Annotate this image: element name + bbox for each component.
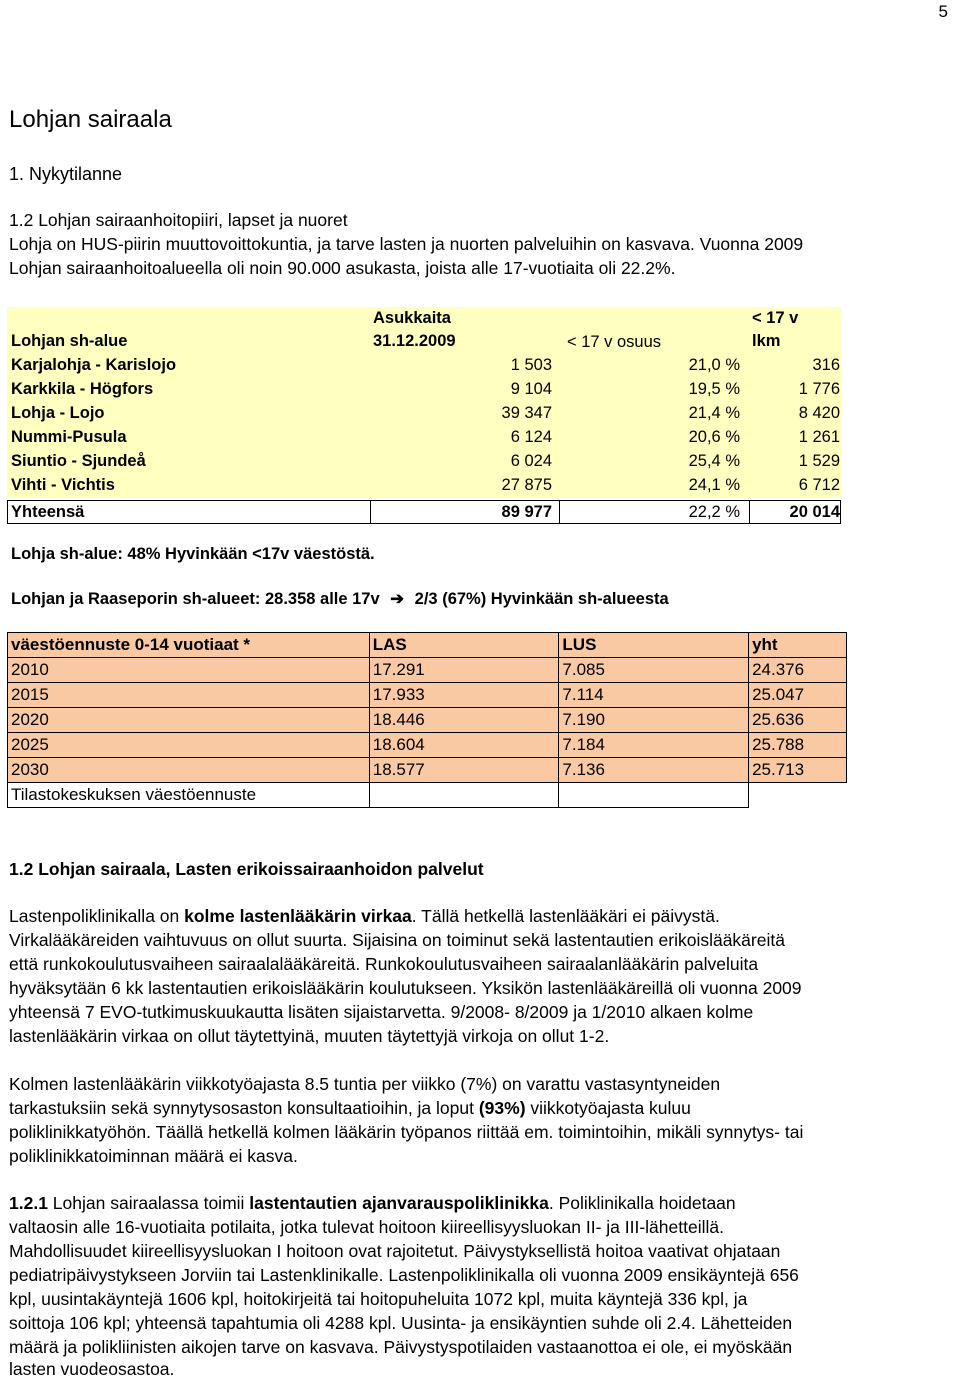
row-area: Karkkila - Högfors (11, 380, 154, 398)
header-cell: yht (749, 633, 847, 658)
source-note: Tilastokeskuksen väestöennuste (8, 783, 370, 808)
subsection-heading: 1.2 Lohjan sairaala, Lasten erikoissairaanhoidon palvelut (9, 859, 484, 879)
cell-las: 18.604 (369, 733, 559, 758)
row-share: 20,6 % (688, 428, 740, 446)
note-regions-result: 2/3 (67%) Hyvinkään sh-alueesta (414, 590, 669, 608)
row-share: 21,0 % (688, 356, 740, 374)
intro-line: Lohjan sairaanhoitoalueella oli noin 90.000 asukasta, joista alle 17-vuotiaita oli 22.2%. (9, 258, 676, 278)
row-share: 24,1 % (688, 476, 740, 494)
table-footer-row (8, 783, 847, 808)
row-pop: 27 875 (501, 476, 552, 494)
cell-las: 17.933 (369, 683, 559, 708)
header-cell: väestöennuste 0-14 vuotiaat * (8, 633, 370, 658)
table-row (8, 708, 847, 733)
row-pop: 6 124 (510, 428, 552, 446)
cell-las: 18.446 (369, 708, 559, 733)
paragraph-line: soittoja 106 kpl; yhteensä tapahtumia oli 4288 kpl. Uusinta- ja ensikäyntien suhde oli 2.4. Lähetteiden (9, 1313, 793, 1333)
row-count: 1 261 (798, 428, 840, 446)
intro-line: Lohja on HUS-piirin muuttovoittokuntia, ja tarve lasten ja nuorten palveluihin on kasvava. Vuonna 2009 (9, 234, 804, 254)
paragraph-line: Mahdollisuudet kiireellisyysluokan I hoitoon ovat rajoitetut. Päivystyksellistä hoitoa vaativat ohjataan (9, 1241, 781, 1261)
row-count: 1 776 (798, 380, 840, 398)
cell-lus: 7.114 (559, 683, 749, 708)
row-pop: 9 104 (510, 380, 552, 398)
divider (370, 501, 371, 523)
empty-cell (749, 783, 847, 808)
row-pop: 6 024 (510, 452, 552, 470)
header-cell: LUS (559, 633, 749, 658)
note-regions (11, 588, 669, 612)
table-row (8, 758, 847, 783)
paragraph-line: Lastenpoliklinikalla on kolme lastenlääkärin virkaa. Tällä hetkellä lastenlääkäri ei päivystä. (9, 906, 720, 926)
divider (749, 501, 750, 523)
empty-cell (369, 783, 559, 808)
row-area: Karjalohja - Karislojo (11, 356, 177, 374)
arrow-right-icon: ➔ (390, 590, 405, 608)
paragraph-line: lastenlääkärin virkaa on ollut täytettyinä, muuten täytettyjä virkoja on ollut 1-2. (9, 1026, 610, 1046)
row-area: Siuntio - Sjundeå (11, 452, 146, 470)
cell-year: 2020 (8, 708, 370, 733)
row-share: 25,4 % (688, 452, 740, 470)
cell-total: 25.788 (749, 733, 847, 758)
population-table (0, 0, 960, 540)
row-pop: 1 503 (510, 356, 552, 374)
row-area: Vihti - Vichtis (11, 476, 115, 494)
paragraph-line: poliklinikkatoiminnan määrä ei kasva. (9, 1146, 298, 1166)
cell-las: 17.291 (369, 658, 559, 683)
total-pop: 89 977 (501, 503, 552, 521)
note-regions-text: Lohjan ja Raaseporin sh-alueet: 28.358 alle 17v (11, 590, 380, 608)
row-area: Lohja - Lojo (11, 404, 105, 422)
row-share: 19,5 % (688, 380, 740, 398)
cell-total: 24.376 (749, 658, 847, 683)
cell-lus: 7.184 (559, 733, 749, 758)
divider (559, 501, 560, 523)
cell-total: 25.047 (749, 683, 847, 708)
row-count: 6 712 (798, 476, 840, 494)
empty-cell (559, 783, 749, 808)
paragraph-line: kpl, uusintakäyntejä 1606 kpl, hoitokirjeitä tai hoitopuheluita 1072 kpl, muita käyntejä 336 kpl, ja (9, 1289, 748, 1309)
total-count: 20 014 (789, 503, 840, 521)
paragraph-line: poliklinikkatyöhön. Täällä hetkellä kolmen lääkärin työpanos riittää em. toimintoihin, mikäli synnytys- tai (9, 1122, 804, 1142)
paragraph-line: 1.2.1 Lohjan sairaalassa toimii lastentautien ajanvarauspoliklinikka. Poliklinikalla hoidetaan (9, 1193, 736, 1213)
section-heading: 1. Nykytilanne (9, 164, 123, 184)
cell-year: 2025 (8, 733, 370, 758)
table-row (8, 683, 847, 708)
cell-year: 2010 (8, 658, 370, 683)
cell-lus: 7.136 (559, 758, 749, 783)
cell-las: 18.577 (369, 758, 559, 783)
paragraph-line: hyväksytään 6 kk lastentautien erikoislääkärin koulutukseen. Yksikön lastenlääkäreillä oli vuonna 2009 (9, 978, 802, 998)
table-header-row (8, 633, 847, 658)
header-cell: LAS (369, 633, 559, 658)
paragraph-line: valtaosin alle 16-vuotiaita potilaita, jotka tulevat hoitoon kiireellisyysluokan II- ja III-lähetteillä. (9, 1217, 724, 1237)
total-share: 22,2 % (688, 503, 740, 521)
header-population: Asukkaita (373, 309, 451, 327)
header-count: < 17 v (752, 309, 799, 327)
row-count: 316 (812, 356, 840, 374)
paragraph-line: että runkokoulutusvaiheen sairaalalääkäreitä. Runkokoulutusvaiheen sairaalanlääkärin palveluita (9, 954, 759, 974)
paragraph-line: lasten vuodeosastoa. (9, 1359, 175, 1379)
paragraph-line: yhteensä 7 EVO-tutkimuskuukautta lisäten sijaistarvetta. 9/2008- 8/2009 ja 1/2010 alkaen kolme (9, 1002, 754, 1022)
cell-year: 2030 (8, 758, 370, 783)
paragraph-line: tarkastuksiin sekä synnytysosaston konsultaatioihin, ja loput (93%) viikkotyöajasta kuluu (9, 1098, 691, 1118)
paragraph-line: pediatripäivystykseen Jorviin tai Lastenklinikalle. Lastenpoliklinikalla oli vuonna 2009 ensikäyntejä 656 (9, 1265, 799, 1285)
row-count: 8 420 (798, 404, 840, 422)
paragraph-line: Virkalääkäreiden vaihtuvuus on ollut suurta. Sijaisina on toiminut sekä lastentautien erikoislääkäreitä (9, 930, 785, 950)
header-population-date: 31.12.2009 (373, 332, 456, 350)
header-area: Lohjan sh-alue (11, 332, 128, 350)
cell-total: 25.713 (749, 758, 847, 783)
table-row (8, 733, 847, 758)
total-area: Yhteensä (11, 503, 85, 521)
row-share: 21,4 % (688, 404, 740, 422)
subsection-heading: 1.2 Lohjan sairaanhoitopiiri, lapset ja nuoret (9, 210, 348, 230)
paragraph-line: Kolmen lastenlääkärin viikkotyöajasta 8.5 tuntia per viikko (7%) on varattu vastasyntyneiden (9, 1074, 721, 1094)
page-number: 5 (938, 2, 948, 21)
cell-total: 25.636 (749, 708, 847, 733)
paragraph-line: määrä ja polikliinisten aikojen tarve on kasvava. Päivystyspotilaiden vastaanottoa ei ole, ei myöskään (9, 1337, 793, 1357)
row-area: Nummi-Pusula (11, 428, 127, 446)
page-title: Lohjan sairaala (9, 106, 172, 133)
cell-lus: 7.085 (559, 658, 749, 683)
table-row (8, 658, 847, 683)
row-count: 1 529 (798, 452, 840, 470)
header-count-unit: lkm (752, 332, 781, 350)
cell-year: 2015 (8, 683, 370, 708)
row-pop: 39 347 (501, 404, 552, 422)
cell-lus: 7.190 (559, 708, 749, 733)
header-share: < 17 v osuus (567, 333, 662, 351)
forecast-table (7, 632, 847, 808)
note-share: Lohja sh-alue: 48% Hyvinkään <17v väestöstä. (11, 545, 375, 563)
